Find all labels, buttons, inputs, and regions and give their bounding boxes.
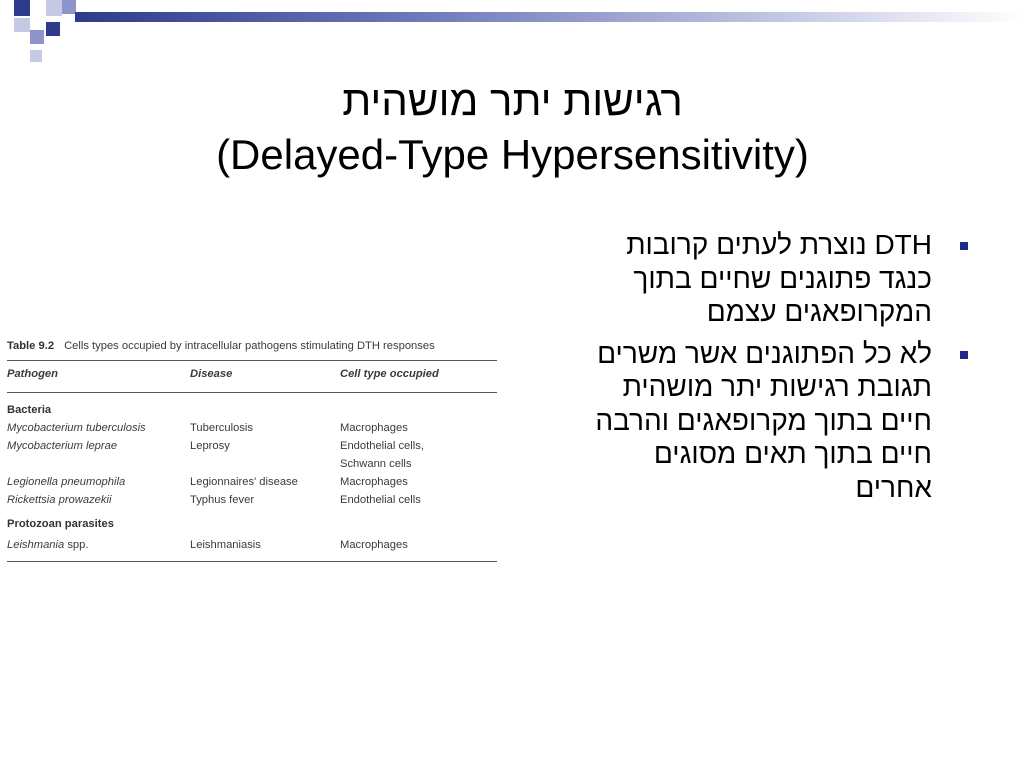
- table-rule-top: [7, 360, 497, 361]
- table-cell-pathogen: Mycobacterium tuberculosis: [7, 422, 146, 434]
- table-rule-header: [7, 392, 497, 393]
- pathogen-suffix: spp.: [64, 539, 89, 551]
- bullet-square-icon: [960, 242, 968, 250]
- deco-square: [46, 0, 62, 16]
- table-header-pathogen: Pathogen: [7, 368, 58, 380]
- bullet-text: לא כל הפתוגנים אשר משרים תגובת רגישות יתר מושהית חיים בתוך מקרופאגים והרבה חיים בתוך תאים מסוגים אחרים: [595, 337, 932, 503]
- bullet-square-icon: [960, 351, 968, 359]
- bullet-item: [530, 337, 982, 505]
- table-cell-disease: Leishmaniasis: [190, 539, 261, 551]
- table-header-disease: Disease: [190, 368, 233, 380]
- table-figure: [7, 336, 497, 566]
- table-cell-pathogen: Rickettsia prowazekii: [7, 494, 112, 506]
- table-cell-disease: Tuberculosis: [190, 422, 254, 434]
- table-cell-pathogen: Legionella pneumophila: [7, 476, 126, 488]
- table-cell-cell-type: Schwann cells: [340, 458, 412, 470]
- table-group-heading: Protozoan parasites: [7, 518, 114, 530]
- table-cell-pathogen: Mycobacterium leprae: [7, 440, 118, 452]
- table-cell-disease: Leprosy: [190, 440, 230, 452]
- deco-square: [62, 0, 76, 14]
- table-header-cell-type: Cell type occupied: [340, 368, 439, 380]
- deco-square: [46, 22, 60, 36]
- table-group-heading: Bacteria: [7, 404, 52, 416]
- slide-title: [60, 74, 965, 182]
- bullet-list: [530, 228, 982, 512]
- table-label: Table 9.2: [7, 340, 55, 352]
- table-caption: [7, 340, 435, 352]
- deco-square: [14, 0, 30, 16]
- deco-square: [0, 0, 12, 12]
- deco-square: [30, 50, 42, 62]
- table-cell-cell-type: Endothelial cells: [340, 494, 421, 506]
- table-cell-cell-type: Macrophages: [340, 476, 408, 488]
- table-cell-cell-type: Macrophages: [340, 539, 408, 551]
- deco-square: [30, 30, 44, 44]
- deco-square: [14, 18, 30, 32]
- bullet-text: DTH נוצרת לעתים קרובות כנגד פתוגנים שחיים בתוך המקרופאגים עצמם: [626, 229, 932, 327]
- title-bar-gradient: [75, 12, 1024, 22]
- title-hebrew: רגישות יתר מושהית: [342, 77, 683, 124]
- table-rule-bottom: [7, 561, 497, 562]
- table-cell-cell-type: Macrophages: [340, 422, 408, 434]
- table-cell-pathogen: [7, 539, 88, 551]
- table-cell-disease: Legionnaires' disease: [190, 476, 298, 488]
- title-english: (Delayed-Type Hypersensitivity): [216, 131, 809, 178]
- bullet-item: [530, 228, 982, 329]
- table-caption-text: Cells types occupied by intracellular pathogens stimulating DTH responses: [64, 340, 435, 352]
- table-cell-cell-type: Endothelial cells,: [340, 440, 424, 452]
- pathogen-genus: Leishmania: [7, 539, 65, 551]
- table-cell-disease: Typhus fever: [190, 494, 255, 506]
